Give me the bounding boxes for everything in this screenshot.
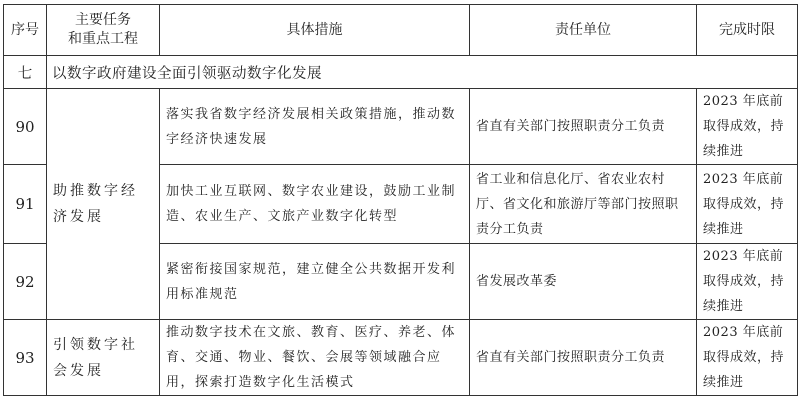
table-header-row — [4, 5, 798, 56]
row-unit: 省发展改革委 — [470, 244, 697, 320]
header-task — [47, 5, 160, 56]
header-task-line1: 主要任务 — [75, 12, 131, 28]
row-seq: 93 — [4, 320, 47, 396]
header-task-line2: 和重点工程 — [68, 31, 138, 47]
row-measure: 落实我省数字经济发展相关政策措施，推动数字经济快速发展 — [160, 89, 470, 165]
header-seq: 序号 — [4, 5, 47, 56]
section-title: 以数字政府建设全面引领驱动数字化发展 — [47, 56, 798, 89]
row-seq: 91 — [4, 165, 47, 244]
task-group-cell: 引领数字社会发展 — [47, 320, 160, 396]
row-seq: 92 — [4, 244, 47, 320]
row-unit: 省直有关部门按照职责分工负责 — [470, 320, 697, 396]
header-deadline: 完成时限 — [697, 5, 798, 56]
section-number: 七 — [4, 56, 47, 89]
table-row — [4, 89, 798, 165]
section-row — [4, 56, 798, 89]
row-measure: 紧密衔接国家规范，建立健全公共数据开发利用标准规范 — [160, 244, 470, 320]
task-group-cell: 助推数字经济发展 — [47, 89, 160, 320]
row-measure: 加快工业互联网、数字农业建设，鼓励工业制造、农业生产、文旅产业数字化转型 — [160, 165, 470, 244]
row-unit: 省工业和信息化厅、省农业农村厅、省文化和旅游厅等部门按照职责分工负责 — [470, 165, 697, 244]
row-deadline: 2023 年底前取得成效，持续推进 — [697, 244, 798, 320]
table-row — [4, 320, 798, 396]
task-table — [3, 4, 798, 396]
row-deadline: 2023 年底前取得成效，持续推进 — [697, 320, 798, 396]
row-measure: 推动数字技术在文旅、教育、医疗、养老、体育、交通、物业、餐饮、会展等领域融合应用，探索打造数字化生活模式 — [160, 320, 470, 396]
row-deadline: 2023 年底前取得成效，持续推进 — [697, 165, 798, 244]
row-deadline: 2023 年底前取得成效，持续推进 — [697, 89, 798, 165]
header-unit: 责任单位 — [470, 5, 697, 56]
header-measures: 具体措施 — [160, 5, 470, 56]
row-seq: 90 — [4, 89, 47, 165]
row-unit: 省直有关部门按照职责分工负责 — [470, 89, 697, 165]
document-page — [3, 4, 797, 409]
